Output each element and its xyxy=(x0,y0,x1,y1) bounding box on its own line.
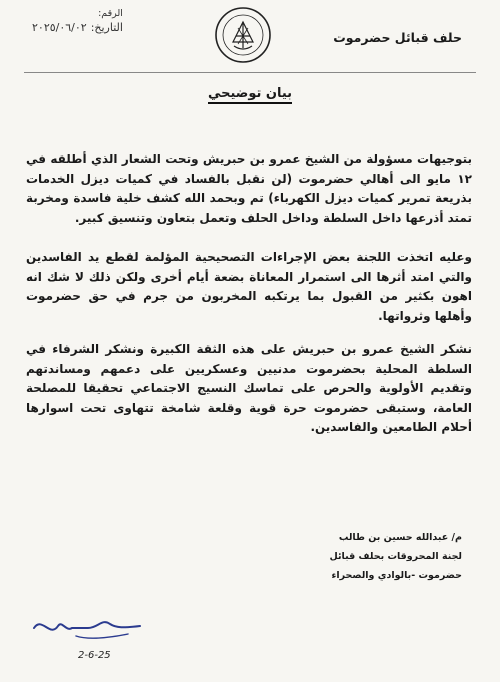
document-title xyxy=(0,86,500,101)
org-name: حلف قبائل حضرموت xyxy=(333,30,462,45)
paragraph: نشكر الشيخ عمرو بن حبريش على هذه الثقة الكبيرة ونشكر الشرفاء في السلطة المحلية بحضرموت مدنيين وعسكريين على دعمهم ومساندتهم وتقديم الأولوية والحرص على تماسك النسيج الاجتماعي تحقيقا للمصلحة العامة، وستبقى حضرموت حرة قوية وقلعة شامخة تتهاوى تحت اسوارها أحلام الطامعين والفاسدين. xyxy=(26,342,472,434)
signatory-role: لجنة المحروقات بحلف قبائل xyxy=(329,551,462,562)
confederacy-logo-icon xyxy=(214,6,272,64)
signature-date: 2-6-25 xyxy=(78,650,111,661)
date-label: التاريخ: xyxy=(90,21,123,34)
reference-block xyxy=(32,8,123,34)
date-value: ٢٠٢٥/٠٦/٠٢ xyxy=(32,21,87,34)
handwritten-signature-icon xyxy=(28,598,148,648)
signatory-region: حضرموت -بالوادي والصحراء xyxy=(331,570,462,581)
header-divider xyxy=(24,72,476,73)
signatory-name: م/ عبدالله حسين بن طالب xyxy=(338,532,462,543)
document-title-text: بيان توضيحي xyxy=(208,86,292,104)
paragraph: وعليه اتخذت اللجنة بعض الإجراءات التصحيحية المؤلمة لقطع يد الفاسدين والتي امتد أثرها الى استمرار المعاناة بضعة أيام أخرى ولكن ذلك لا شك انه اهون بكثير من القبول بما يرتكبه المخربون من جرم في حق حضرموت وأهلها وثرواتها. xyxy=(26,250,472,323)
signature-block xyxy=(330,528,462,585)
ref-label: الرقم: xyxy=(98,8,123,19)
paragraph: بتوجيهات مسؤولة من الشيخ عمرو بن حبريش وتحت الشعار الذي أطلقه في ١٢ مايو الى أهالي حضرموت (لن نقبل بالفساد في كميات ديزل الخدمات بذريعة تمرير كميات ديزل الكهرباء) تم وبحمد الله كشف خلية فاسدة ومخربة تمتد أذرعها داخل السلطة وداخل الحلف وتعمل بتعاون وتنسيق كبير. xyxy=(26,152,472,225)
statement-body xyxy=(26,150,472,452)
